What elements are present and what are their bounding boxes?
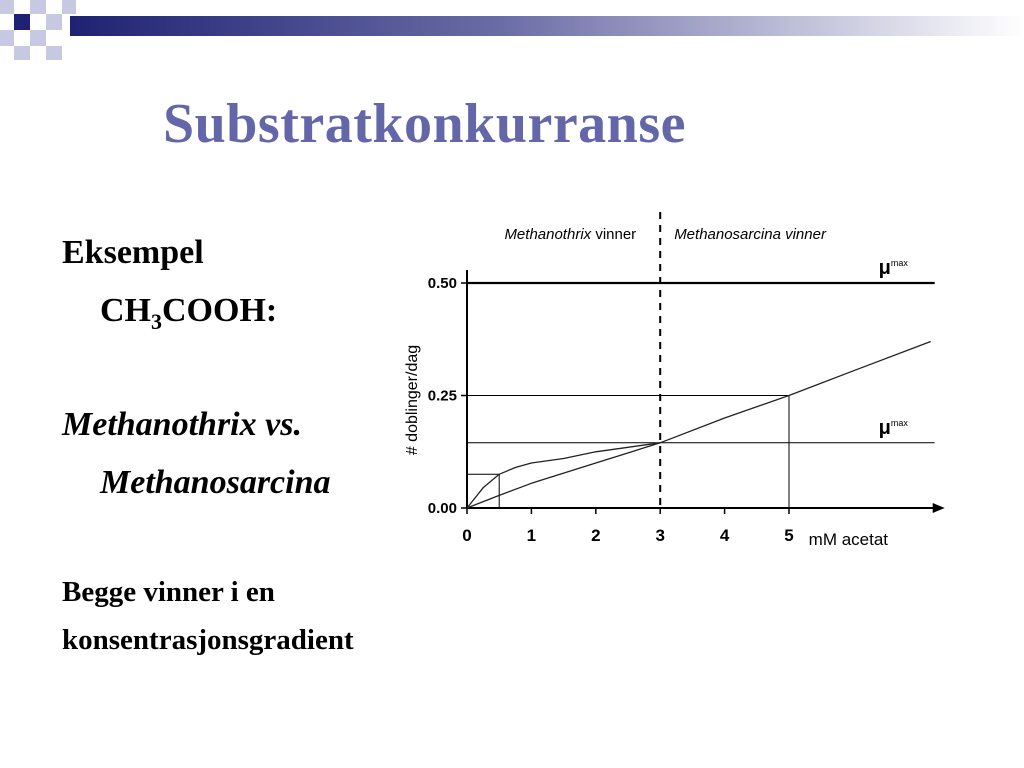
conclusion-line-2: konsentrasjonsgradient [62, 624, 354, 656]
x-axis-title: mM acetat [808, 530, 889, 549]
x-axis-arrow [933, 503, 945, 513]
region-label-methanosarcina: Methanosarcina vinner [674, 226, 826, 243]
x-tick-label: 5 [784, 526, 794, 545]
formula-part-a: CH [100, 292, 151, 329]
region-label-methanothrix: Methanothrix vinner [504, 226, 637, 243]
x-tick-label: 3 [655, 526, 665, 545]
y-tick-label: 0.00 [427, 500, 457, 517]
y-tick-label: 0.25 [427, 387, 457, 405]
slide-title: Substratkonkurranse [163, 93, 686, 155]
formula-part-b: COOH: [162, 292, 278, 329]
x-tick-label: 0 [462, 526, 472, 545]
x-tick-label: 4 [719, 526, 730, 545]
series-curve-methanothrix [467, 443, 660, 508]
y-tick-label: 0.50 [427, 275, 457, 292]
growth-rate-chart [395, 210, 955, 570]
conclusion-line-1: Begge vinner i en [62, 576, 275, 608]
x-tick-label: 2 [591, 526, 601, 545]
mu-max-label-lower: $\mu^{max}$ [878, 416, 908, 439]
acetic-acid-formula [100, 292, 277, 335]
series-curve-methanosarcina [467, 342, 931, 509]
example-heading: Eksempel [62, 234, 204, 271]
x-tick-label: 1 [526, 526, 537, 545]
formula-subscript: 3 [151, 309, 162, 334]
organism-line-2: Methanosarcina [100, 464, 331, 501]
mu-max-label-upper: $\mu^{max}$ [878, 257, 908, 279]
organism-line-1: Methanothrix vs. [62, 406, 302, 443]
y-axis-title: # doblinger/dag [404, 344, 421, 456]
title-banner-decoration [0, 0, 1024, 70]
